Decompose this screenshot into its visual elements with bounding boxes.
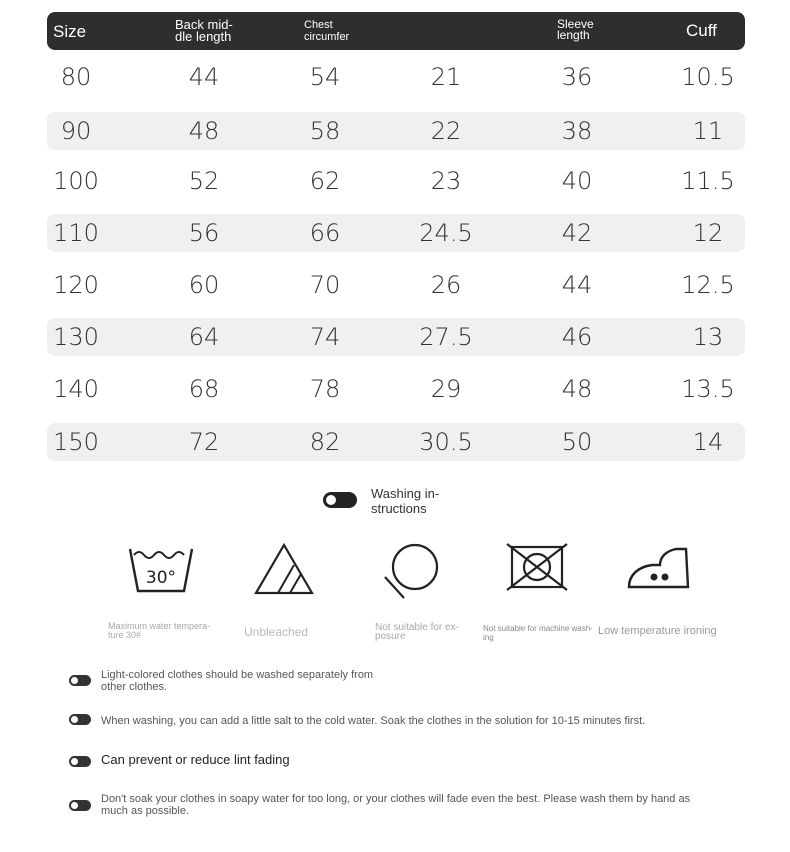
cell-col4: 27.5: [419, 323, 473, 351]
header-chest-circumference: [304, 19, 352, 43]
cell-chest: 70: [309, 271, 341, 299]
header-chest-line2: circumfer: [304, 31, 350, 43]
tip-lint-fading: Can prevent or reduce lint fading: [101, 752, 290, 767]
cell-col4: 23: [430, 167, 462, 195]
cell-back: 64: [188, 323, 220, 351]
cell-size: 140: [53, 375, 99, 403]
cell-sleeve: 36: [561, 63, 593, 91]
cell-size: 100: [53, 167, 99, 195]
table-row: [47, 423, 745, 461]
cell-back: 72: [188, 428, 220, 456]
cell-size: 110: [53, 219, 99, 247]
cell-size: 150: [53, 428, 99, 456]
table-row: [47, 266, 745, 304]
cell-cuff: 13: [692, 323, 724, 351]
cell-chest: 82: [309, 428, 341, 456]
header-sleeve-length: Sleeve length: [557, 17, 594, 42]
cell-chest: 78: [309, 375, 341, 403]
iron-low-icon: [626, 545, 690, 589]
cell-chest: 62: [309, 167, 341, 195]
tip-salt-water: When washing, you can add a little salt to the cold water. Soak the clothes in the solution for 10-15 minutes first.: [101, 715, 646, 727]
table-row: [47, 162, 745, 200]
cell-sleeve: 50: [561, 428, 593, 456]
bullet-toggle-icon: [69, 800, 91, 811]
caption-unbleached: Unbleached: [244, 625, 309, 639]
cell-back: 56: [188, 219, 220, 247]
cell-chest: 66: [309, 219, 341, 247]
cell-col4: 21: [430, 63, 462, 91]
sun-dry-icon: [382, 542, 442, 600]
bullet-toggle-icon: [69, 675, 91, 686]
cell-chest: 54: [309, 63, 341, 91]
cell-cuff: 13.5: [681, 375, 735, 403]
cell-back: 52: [188, 167, 220, 195]
cell-back: 68: [188, 375, 220, 403]
cell-sleeve: 40: [561, 167, 593, 195]
cell-col4: 30.5: [419, 428, 473, 456]
caption-no-machine-wash: Not suitable for machine wash- ing: [483, 624, 593, 642]
cell-cuff: 14: [692, 428, 724, 456]
table-row: [47, 58, 745, 96]
cell-sleeve: 38: [561, 117, 593, 145]
cell-cuff: 12.5: [681, 271, 735, 299]
header-back-middle-length: Back mid- dle length: [175, 17, 233, 44]
header-cuff: Cuff: [686, 21, 717, 40]
cell-cuff: 11.5: [681, 167, 735, 195]
cell-col4: 24.5: [419, 219, 473, 247]
cell-cuff: 10.5: [681, 63, 735, 91]
cell-back: 48: [188, 117, 220, 145]
washing-title: Washing in- structions: [371, 486, 440, 516]
wash-30-icon: [128, 545, 194, 595]
cell-size: 90: [60, 117, 92, 145]
table-row: [47, 370, 745, 408]
cell-sleeve: 42: [561, 219, 593, 247]
cell-col4: 26: [430, 271, 462, 299]
tip-hand-wash: Don't soak your clothes in soapy water for too long, or your clothes will fade even the best. Please wash them by hand as much as possible.: [101, 793, 691, 817]
table-row: [47, 214, 745, 252]
caption-wash-30: Maximum water tempera- ture 30#: [108, 621, 211, 640]
table-row: [47, 318, 745, 356]
tip-separate-washing: Light-colored clothes should be washed separately from other clothes.: [101, 669, 374, 693]
cell-col4: 22: [430, 117, 462, 145]
cell-back: 60: [188, 271, 220, 299]
cell-back: 44: [188, 63, 220, 91]
cell-col4: 29: [430, 375, 462, 403]
cell-size: 120: [53, 271, 99, 299]
wash-temp-label: 30°: [145, 568, 177, 588]
table-header: [47, 12, 745, 50]
header-chest-line1: Chest: [304, 19, 333, 31]
no-machine-wash-icon: [506, 543, 568, 591]
bullet-toggle-icon: [69, 756, 91, 767]
header-size: Size: [53, 22, 87, 41]
cell-sleeve: 44: [561, 271, 593, 299]
cell-chest: 58: [309, 117, 341, 145]
cell-size: 130: [53, 323, 99, 351]
cell-cuff: 11: [692, 117, 724, 145]
bleach-triangle-icon: [254, 543, 314, 595]
cell-size: 80: [60, 63, 92, 91]
caption-no-exposure: Not suitable for ex- posure: [375, 622, 459, 642]
bullet-toggle-icon: [69, 714, 91, 725]
table-row: [47, 112, 745, 150]
cell-sleeve: 46: [561, 323, 593, 351]
toggle-icon: [323, 492, 357, 508]
cell-chest: 74: [309, 323, 341, 351]
caption-low-temp-ironing: Low temperature ironing: [598, 625, 717, 637]
cell-cuff: 12: [692, 219, 724, 247]
cell-sleeve: 48: [561, 375, 593, 403]
